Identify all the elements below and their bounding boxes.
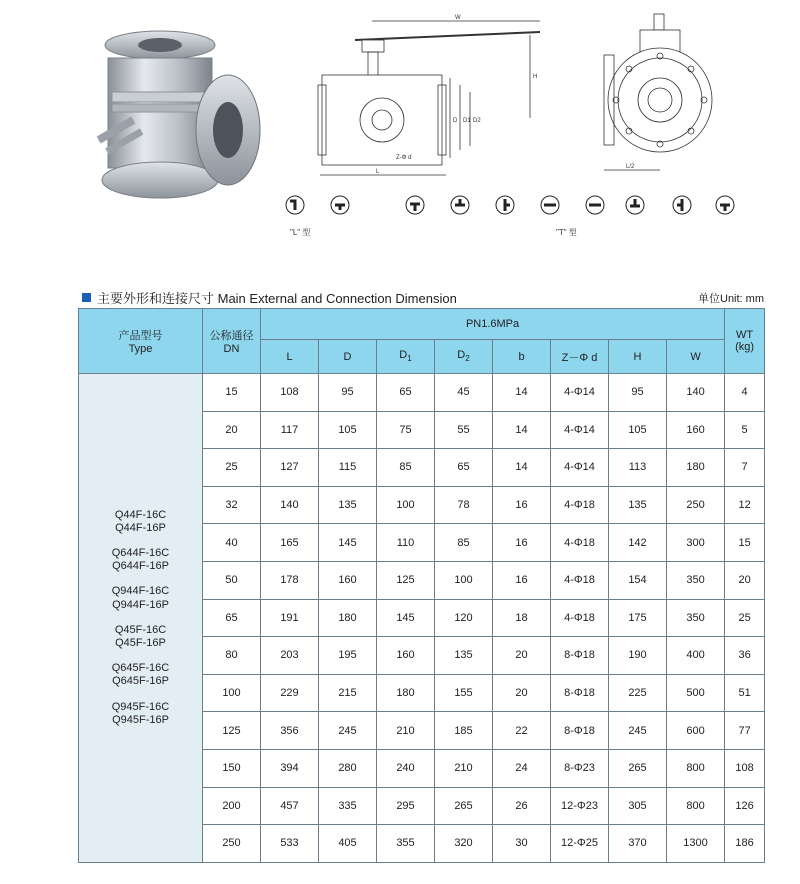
valve-figures bbox=[0, 0, 800, 270]
table-cell: 95 bbox=[609, 374, 667, 412]
svg-text:H: H bbox=[533, 74, 538, 80]
table-cell: 14 bbox=[493, 374, 551, 412]
table-cell: 16 bbox=[493, 524, 551, 562]
type-group bbox=[79, 509, 202, 535]
table-cell: 215 bbox=[319, 674, 377, 712]
svg-text:L: L bbox=[376, 169, 380, 175]
table-cell: 320 bbox=[435, 825, 493, 863]
l-type-label: "L" 型 bbox=[290, 228, 311, 237]
table-cell: 250 bbox=[203, 825, 261, 863]
table-cell: 191 bbox=[261, 599, 319, 637]
table-cell: 85 bbox=[435, 524, 493, 562]
table-cell: 15 bbox=[203, 374, 261, 412]
table-cell: 203 bbox=[261, 637, 319, 675]
table-cell: 25 bbox=[725, 599, 765, 637]
table-cell: 600 bbox=[667, 712, 725, 750]
table-cell: 400 bbox=[667, 637, 725, 675]
pn-header: PN1.6MPa bbox=[261, 309, 725, 340]
table-cell: 8-Φ23 bbox=[551, 749, 609, 787]
table-cell: 150 bbox=[203, 749, 261, 787]
table-cell: 145 bbox=[377, 599, 435, 637]
table-cell: 80 bbox=[203, 637, 261, 675]
table-cell: 160 bbox=[667, 411, 725, 449]
table-cell: 180 bbox=[377, 674, 435, 712]
type-model: Q944F-16C bbox=[111, 585, 170, 598]
type-group bbox=[79, 624, 202, 650]
table-cell: 178 bbox=[261, 561, 319, 599]
table-cell: 100 bbox=[203, 674, 261, 712]
table-cell: 145 bbox=[319, 524, 377, 562]
col-header-zd: Z－Φ d bbox=[551, 340, 609, 374]
table-cell: 40 bbox=[203, 524, 261, 562]
table-cell: 50 bbox=[203, 561, 261, 599]
dimension-table bbox=[78, 308, 765, 863]
side-view-drawing bbox=[604, 14, 712, 170]
table-cell: 200 bbox=[203, 787, 261, 825]
svg-text:W: W bbox=[455, 15, 461, 21]
table-cell: 26 bbox=[493, 787, 551, 825]
unit-label: 单位Unit: mm bbox=[698, 293, 764, 305]
table-cell: 154 bbox=[609, 561, 667, 599]
table-cell: 265 bbox=[609, 749, 667, 787]
table-cell: 210 bbox=[435, 749, 493, 787]
table-cell: 175 bbox=[609, 599, 667, 637]
wt-header: WT (kg) bbox=[725, 309, 765, 374]
table-cell: 4-Φ14 bbox=[551, 374, 609, 412]
flow-type-icons bbox=[286, 196, 734, 214]
table-cell: 370 bbox=[609, 825, 667, 863]
table-cell: 4-Φ14 bbox=[551, 411, 609, 449]
table-cell: 180 bbox=[319, 599, 377, 637]
table-cell: 22 bbox=[493, 712, 551, 750]
table-cell: 800 bbox=[667, 749, 725, 787]
table-cell: 140 bbox=[261, 486, 319, 524]
table-cell: 115 bbox=[319, 449, 377, 487]
section-title-text: 主要外形和连接尺寸 Main External and Connection Dimension bbox=[97, 291, 457, 306]
type-model: Q645F-16C bbox=[111, 662, 170, 675]
table-cell: 105 bbox=[609, 411, 667, 449]
table-cell: 355 bbox=[377, 825, 435, 863]
table-cell: 8-Φ18 bbox=[551, 637, 609, 675]
table-cell: 195 bbox=[319, 637, 377, 675]
table-cell: 65 bbox=[203, 599, 261, 637]
type-model: Q45F-16C bbox=[114, 623, 167, 636]
table-cell: 135 bbox=[609, 486, 667, 524]
table-cell: 295 bbox=[377, 787, 435, 825]
table-cell: 8-Φ18 bbox=[551, 712, 609, 750]
table-cell: 15 bbox=[725, 524, 765, 562]
table-cell: 30 bbox=[493, 825, 551, 863]
square-bullet-icon bbox=[82, 293, 91, 302]
table-cell: 160 bbox=[377, 637, 435, 675]
type-model: Q45F-16P bbox=[115, 637, 166, 650]
table-cell: 4-Φ14 bbox=[551, 449, 609, 487]
table-cell: 500 bbox=[667, 674, 725, 712]
table-cell: 280 bbox=[319, 749, 377, 787]
col-header-w: W bbox=[667, 340, 725, 374]
table-cell: 14 bbox=[493, 411, 551, 449]
type-group bbox=[79, 701, 202, 727]
t-type-label: "T" 型 bbox=[556, 228, 577, 237]
table-cell: 36 bbox=[725, 637, 765, 675]
table-cell: 45 bbox=[435, 374, 493, 412]
type-model: Q644F-16C bbox=[111, 547, 170, 560]
table-cell: 186 bbox=[725, 825, 765, 863]
section-title bbox=[82, 288, 457, 307]
table-cell: 108 bbox=[725, 749, 765, 787]
table-cell: 394 bbox=[261, 749, 319, 787]
table-cell: 12 bbox=[725, 486, 765, 524]
table-cell: 1300 bbox=[667, 825, 725, 863]
col-header-d: D bbox=[319, 340, 377, 374]
table-cell: 225 bbox=[609, 674, 667, 712]
table-row bbox=[79, 374, 765, 412]
valve-photo bbox=[97, 31, 260, 198]
table-cell: 125 bbox=[377, 561, 435, 599]
table-cell: 800 bbox=[667, 787, 725, 825]
table-cell: 457 bbox=[261, 787, 319, 825]
table-cell: 229 bbox=[261, 674, 319, 712]
col-header-d1: $D_1$ bbox=[377, 340, 435, 374]
table-cell: 110 bbox=[377, 524, 435, 562]
type-model: Q44F-16C bbox=[114, 508, 167, 521]
table-cell: 356 bbox=[261, 712, 319, 750]
table-cell: 117 bbox=[261, 411, 319, 449]
svg-text:D2: D2 bbox=[473, 118, 481, 124]
table-cell: 12-Φ25 bbox=[551, 825, 609, 863]
col-header-b: b bbox=[493, 340, 551, 374]
table-cell: 100 bbox=[435, 561, 493, 599]
table-cell: 4-Φ18 bbox=[551, 524, 609, 562]
table-cell: 7 bbox=[725, 449, 765, 487]
table-cell: 4 bbox=[725, 374, 765, 412]
table-cell: 85 bbox=[377, 449, 435, 487]
table-cell: 350 bbox=[667, 599, 725, 637]
table-cell: 55 bbox=[435, 411, 493, 449]
table-cell: 533 bbox=[261, 825, 319, 863]
svg-text:L/2: L/2 bbox=[626, 164, 635, 170]
table-cell: 245 bbox=[609, 712, 667, 750]
type-group bbox=[79, 662, 202, 688]
type-model: Q945F-16P bbox=[112, 713, 169, 726]
col-header-l: L bbox=[261, 340, 319, 374]
table-cell: 335 bbox=[319, 787, 377, 825]
table-cell: 105 bbox=[319, 411, 377, 449]
table-cell: 250 bbox=[667, 486, 725, 524]
table-cell: 32 bbox=[203, 486, 261, 524]
table-cell: 8-Φ18 bbox=[551, 674, 609, 712]
table-cell: 405 bbox=[319, 825, 377, 863]
table-cell: 265 bbox=[435, 787, 493, 825]
table-cell: 18 bbox=[493, 599, 551, 637]
type-header: 产品型号 Type bbox=[79, 309, 203, 374]
table-cell: 120 bbox=[435, 599, 493, 637]
col-header-d2: $D_2$ bbox=[435, 340, 493, 374]
table-cell: 65 bbox=[377, 374, 435, 412]
type-model: Q645F-16P bbox=[112, 675, 169, 688]
table-cell: 78 bbox=[435, 486, 493, 524]
table-cell: 210 bbox=[377, 712, 435, 750]
table-cell: 5 bbox=[725, 411, 765, 449]
table-cell: 77 bbox=[725, 712, 765, 750]
table-cell: 65 bbox=[435, 449, 493, 487]
table-cell: 350 bbox=[667, 561, 725, 599]
table-cell: 20 bbox=[493, 674, 551, 712]
type-group bbox=[79, 547, 202, 573]
table-cell: 126 bbox=[725, 787, 765, 825]
table-cell: 108 bbox=[261, 374, 319, 412]
table-cell: 16 bbox=[493, 561, 551, 599]
table-cell: 190 bbox=[609, 637, 667, 675]
svg-text:D: D bbox=[453, 118, 458, 124]
table-cell: 135 bbox=[319, 486, 377, 524]
table-cell: 51 bbox=[725, 674, 765, 712]
table-cell: 12-Φ23 bbox=[551, 787, 609, 825]
table-cell: 20 bbox=[203, 411, 261, 449]
table-body bbox=[79, 374, 765, 863]
table-cell: 135 bbox=[435, 637, 493, 675]
table-cell: 125 bbox=[203, 712, 261, 750]
table-cell: 155 bbox=[435, 674, 493, 712]
table-cell: 14 bbox=[493, 449, 551, 487]
dn-header: 公称通径 DN bbox=[203, 309, 261, 374]
table-cell: 75 bbox=[377, 411, 435, 449]
table-cell: 95 bbox=[319, 374, 377, 412]
table-cell: 20 bbox=[725, 561, 765, 599]
type-model: Q945F-16C bbox=[111, 700, 170, 713]
svg-text:Z-Φ d: Z-Φ d bbox=[396, 155, 412, 161]
table-cell: 160 bbox=[319, 561, 377, 599]
table-cell: 4-Φ18 bbox=[551, 561, 609, 599]
type-group bbox=[79, 585, 202, 611]
table-cell: 24 bbox=[493, 749, 551, 787]
type-list-cell bbox=[79, 374, 203, 863]
svg-text:D1: D1 bbox=[463, 118, 471, 124]
table-cell: 245 bbox=[319, 712, 377, 750]
table-cell: 25 bbox=[203, 449, 261, 487]
table-cell: 16 bbox=[493, 486, 551, 524]
table-cell: 305 bbox=[609, 787, 667, 825]
table-cell: 240 bbox=[377, 749, 435, 787]
table-cell: 4-Φ18 bbox=[551, 486, 609, 524]
table-cell: 127 bbox=[261, 449, 319, 487]
table-cell: 113 bbox=[609, 449, 667, 487]
table-cell: 142 bbox=[609, 524, 667, 562]
table-cell: 100 bbox=[377, 486, 435, 524]
table-cell: 4-Φ18 bbox=[551, 599, 609, 637]
table-cell: 185 bbox=[435, 712, 493, 750]
type-model: Q944F-16P bbox=[112, 598, 169, 611]
table-cell: 20 bbox=[493, 637, 551, 675]
col-header-h: H bbox=[609, 340, 667, 374]
type-model: Q44F-16P bbox=[115, 521, 166, 534]
table-cell: 180 bbox=[667, 449, 725, 487]
section-drawing bbox=[318, 15, 540, 175]
type-model: Q644F-16P bbox=[112, 560, 169, 573]
table-cell: 140 bbox=[667, 374, 725, 412]
table-cell: 300 bbox=[667, 524, 725, 562]
table-cell: 165 bbox=[261, 524, 319, 562]
